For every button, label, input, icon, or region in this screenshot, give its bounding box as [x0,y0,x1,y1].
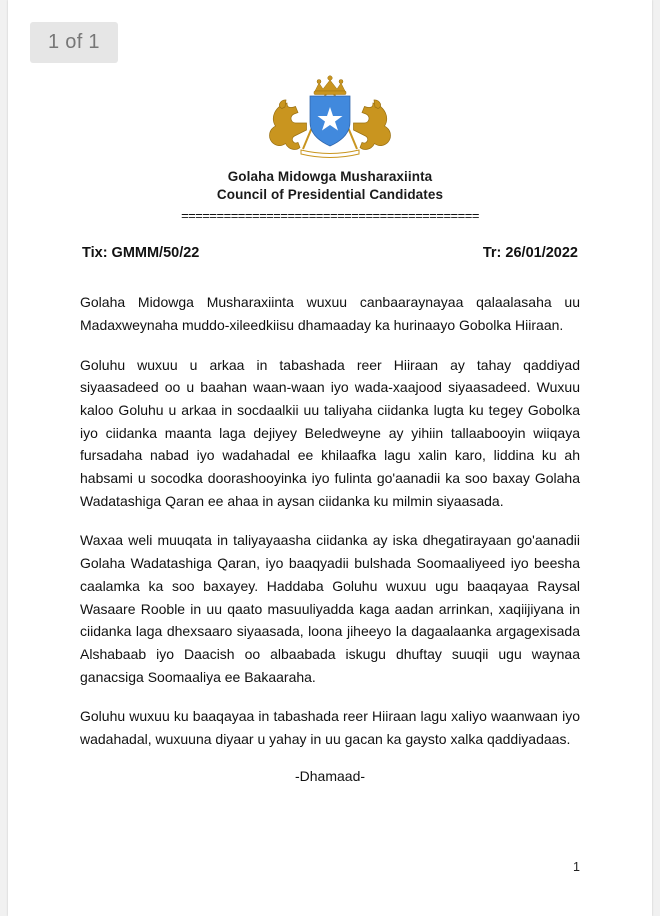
org-name-english: Council of Presidential Candidates [216,187,444,203]
page-indicator-badge: 1 of 1 [30,22,118,63]
paragraph: Golaha Midowga Musharaxiinta wuxuu canbaaraynayaa qalaalasaha uu Madaxweynaha muddo-xileedkiisu dhamaaday ka hurinaayo Gobolka Hiiraan. [80,294,580,334]
reference-number: Tix: GMMM/50/22 [82,245,200,262]
page-number: 1 [573,860,580,874]
closing-marker: -Dhamaad- [294,767,366,784]
coat-of-arms-wrapper [80,74,580,162]
org-name-somali: Golaha Midowga Musharaxiinta [227,169,433,184]
reference-row [80,245,580,261]
organization-names [80,168,580,204]
document-date: Tr: 26/01/2022 [482,245,578,262]
header-divider: ========================================== [181,208,479,224]
paragraph: Waxaa weli muuqata in taliyayaasha ciidanka ay iska dhegatirayaan go'aanadii Golaha Wadatashiga Qaran, iyo baaqyadii bulshada Soomaaliyeed iyo beesha caalamka ka soo baxayey. Haddaba Goluhu wuxuu ugu baaqayaa Raysal Wasaare Rooble in uu qaato masuuliyadda kaga aadan arrinkan, xaqiijiyana in ciidanka laga dhexsaaro siyaasada, loona jiheeyo la dagaalaanka argagexisada Alshabaab iyo Daacish oo albaabada iskugu dhuftay suuqii ugu waynaa ganacsiga Soomaaliya ee Bakaaraha. [80,532,580,685]
paragraph: Goluhu wuxuu u arkaa in tabashada reer Hiiraan ay tahay qaddiyad siyaasadeed oo u baahan waan-waan iyo wada-xaajood siyaasadeed. Wuxuu kaloo Goluhu u arkaa in socdaalkii uu taliyaha ciidanka lugta ku tegey Gobolka iyo ciidanka maanta laga dejiyey Beledweyne ay yihiin tallaabooyin wiiqaya fursadaha nabad iyo wadahadal ee khilaafka lagu xalin karo, liddina ku ah habsami u socodka doorashooyinka iyo fulinta go'aanadii ka soo baxay Golaha Wadatashiga Qaran ee ahaa in aysan ciidanka ku milmin siyaasada. [80,356,580,509]
paragraph: Goluhu wuxuu ku baaqayaa in tabashada reer Hiiraan lagu xaliyo waanwaan iyo wadahadal, wuxuuna diyaar u yahay in uu gacan ka gaysto xalka qaddiyadaas. [80,708,580,747]
document-page [8,0,652,916]
document-body [80,291,580,750]
somalia-coat-of-arms-icon [255,74,405,162]
